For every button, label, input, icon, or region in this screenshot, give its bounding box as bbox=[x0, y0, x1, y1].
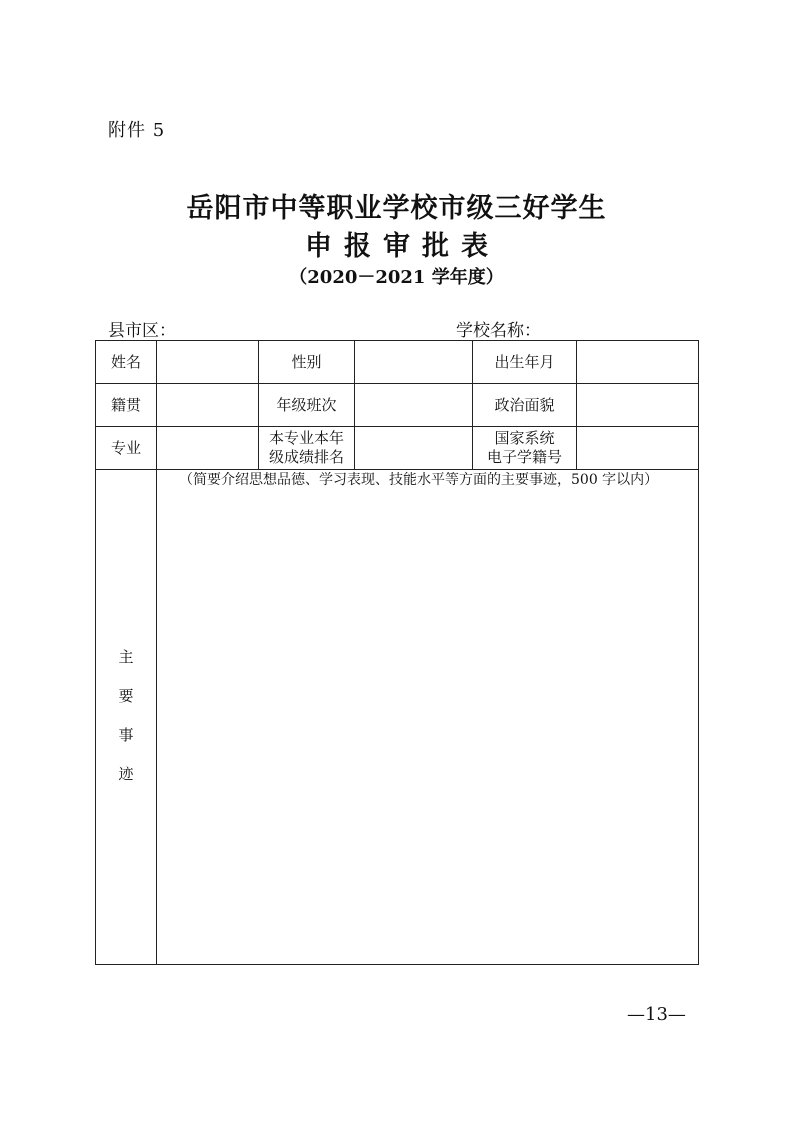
grade-class-field[interactable] bbox=[355, 384, 473, 427]
native-place-field[interactable] bbox=[157, 384, 259, 427]
main-deeds-char: 主 bbox=[118, 648, 134, 666]
academic-year: （2020－2021 学年度） bbox=[289, 267, 504, 288]
school-name-label: 学校名称： bbox=[456, 321, 541, 341]
main-deeds-char: 要 bbox=[118, 687, 134, 705]
table-row bbox=[96, 427, 699, 470]
table-row bbox=[96, 341, 699, 384]
main-deeds-field[interactable] bbox=[157, 470, 699, 965]
application-form-table bbox=[95, 340, 699, 965]
student-id-label-line1: 国家系统 bbox=[494, 429, 555, 447]
page-number: —13— bbox=[627, 1004, 686, 1025]
birth-date-label: 出生年月 bbox=[473, 341, 577, 384]
main-deeds-char: 事 bbox=[118, 726, 134, 744]
main-deeds-char: 迹 bbox=[118, 765, 134, 783]
student-id-label-line2: 电子学籍号 bbox=[486, 448, 562, 466]
name-label: 姓名 bbox=[96, 341, 157, 384]
gender-field[interactable] bbox=[355, 341, 473, 384]
student-id-label bbox=[473, 427, 577, 470]
gender-label: 性别 bbox=[259, 341, 355, 384]
ranking-label bbox=[259, 427, 355, 470]
form-title: 岳阳市中等职业学校市级三好学生 bbox=[186, 193, 607, 224]
political-status-label: 政治面貌 bbox=[473, 384, 577, 427]
table-row bbox=[96, 470, 699, 965]
name-field[interactable] bbox=[157, 341, 259, 384]
major-field[interactable] bbox=[157, 427, 259, 470]
native-place-label: 籍贯 bbox=[96, 384, 157, 427]
main-deeds-note: （简要介绍思想品德、学习表现、技能水平等方面的主要事迹，500 字以内） bbox=[179, 472, 659, 488]
major-label: 专业 bbox=[96, 427, 157, 470]
ranking-label-line2: 级成绩排名 bbox=[268, 448, 344, 466]
attachment-label: 附件 5 bbox=[108, 120, 166, 141]
student-id-field[interactable] bbox=[577, 427, 699, 470]
form-subtitle: 申报审批表 bbox=[305, 231, 500, 262]
birth-date-field[interactable] bbox=[577, 341, 699, 384]
ranking-label-line1: 本专业本年 bbox=[268, 429, 344, 447]
grade-class-label: 年级班次 bbox=[259, 384, 355, 427]
county-label: 县市区： bbox=[108, 321, 176, 341]
political-status-field[interactable] bbox=[577, 384, 699, 427]
main-deeds-label bbox=[96, 470, 157, 965]
ranking-field[interactable] bbox=[355, 427, 473, 470]
table-row bbox=[96, 384, 699, 427]
